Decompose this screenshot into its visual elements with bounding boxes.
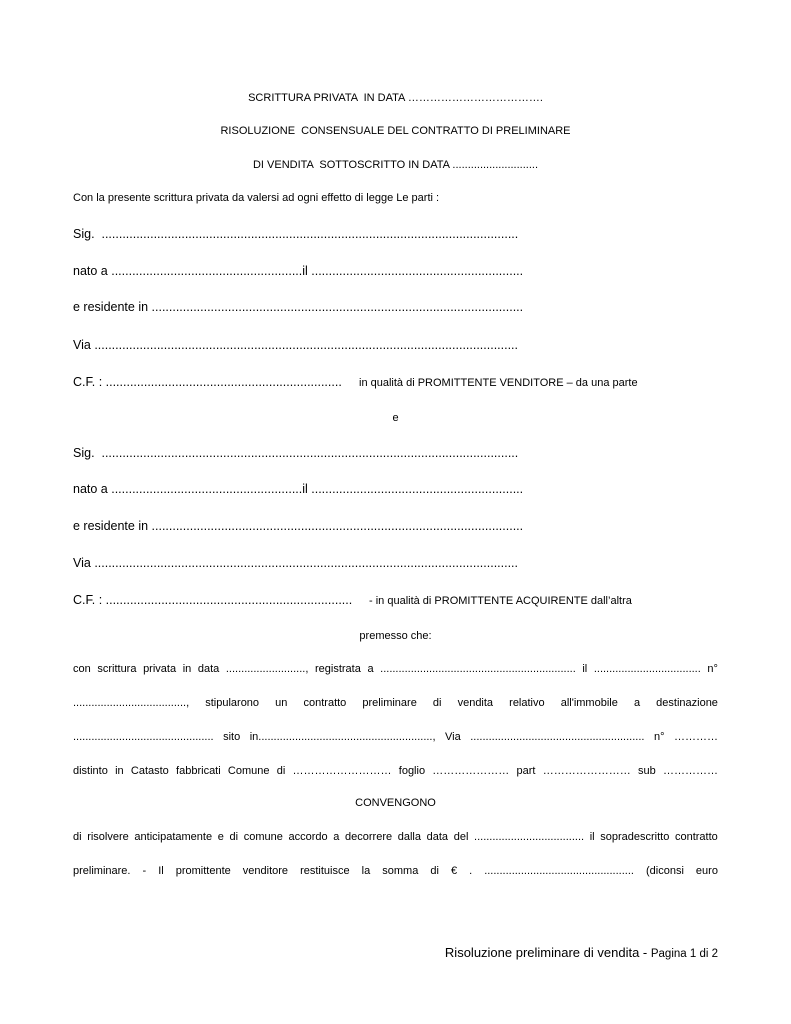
party2-tax-code-field: C.F. : ....................................................................... bbox=[73, 593, 353, 607]
premise-line-3: .............................................. sito in........................................................., Via ......................................................... n° ………… bbox=[73, 731, 718, 743]
title-line-3: DI VENDITA SOTTOSCRITTO IN DATA ............................ bbox=[252, 159, 539, 171]
intro-text: Con la presente scrittura privata da valersi ad ogni effetto di legge Le parti : bbox=[73, 192, 440, 204]
party1-street-field: Via .......................................................................................................................... bbox=[73, 338, 519, 352]
title-line-1: SCRITTURA PRIVATA IN DATA ………………………………. bbox=[248, 92, 543, 104]
party2-residence-field: e residente in ........................................................................................................... bbox=[73, 519, 524, 533]
footer-page-number: Pagina 1 di 2 bbox=[650, 948, 718, 960]
premise-heading: premesso che: bbox=[359, 630, 432, 642]
party1-tax-code-field: C.F. : .................................................................... bbox=[73, 375, 342, 389]
agreement-heading: CONVENGONO bbox=[355, 797, 436, 809]
conjunction-e: e bbox=[392, 412, 399, 424]
party2-role: - in qualità di PROMITTENTE ACQUIRENTE dall’altra bbox=[369, 595, 632, 607]
premise-line-4: distinto in Catasto fabbricati Comune di ……………………… foglio ………………… part …………………… sub …………… bbox=[73, 765, 718, 777]
party2-street-field: Via .......................................................................................................................... bbox=[73, 556, 519, 570]
premise-line-2: ....................................., stipularono un contratto preliminare di vendita relativo all'immobile a destinazione bbox=[73, 697, 718, 709]
party1-birth-field: nato a .......................................................il ............................................................. bbox=[73, 264, 524, 278]
party1-sig-field: Sig. ........................................................................................................................ bbox=[73, 227, 519, 241]
footer-doc-title: Risoluzione preliminare di vendita - bbox=[444, 945, 651, 960]
party2-sig-field: Sig. ........................................................................................................................ bbox=[73, 446, 519, 460]
page-footer bbox=[445, 945, 718, 960]
party1-residence-field: e residente in ........................................................................................................... bbox=[73, 300, 524, 314]
agreement-line-2: preliminare. - Il promittente venditore restituisce la somma di € . ................................................. (diconsi euro bbox=[73, 865, 718, 877]
party2-birth-field: nato a .......................................................il ............................................................. bbox=[73, 482, 524, 496]
agreement-line-1: di risolvere anticipatamente e di comune accordo a decorrere dalla data del .................................... il sopradescritto contratto bbox=[73, 831, 718, 843]
title-line-2: RISOLUZIONE CONSENSUALE DEL CONTRATTO DI PRELIMINARE bbox=[220, 125, 571, 137]
premise-line-1: con scrittura privata in data .........................., registrata a ................................................................ il ................................... n° bbox=[73, 663, 718, 675]
party1-role: in qualità di PROMITTENTE VENDITORE – da una parte bbox=[359, 377, 638, 389]
